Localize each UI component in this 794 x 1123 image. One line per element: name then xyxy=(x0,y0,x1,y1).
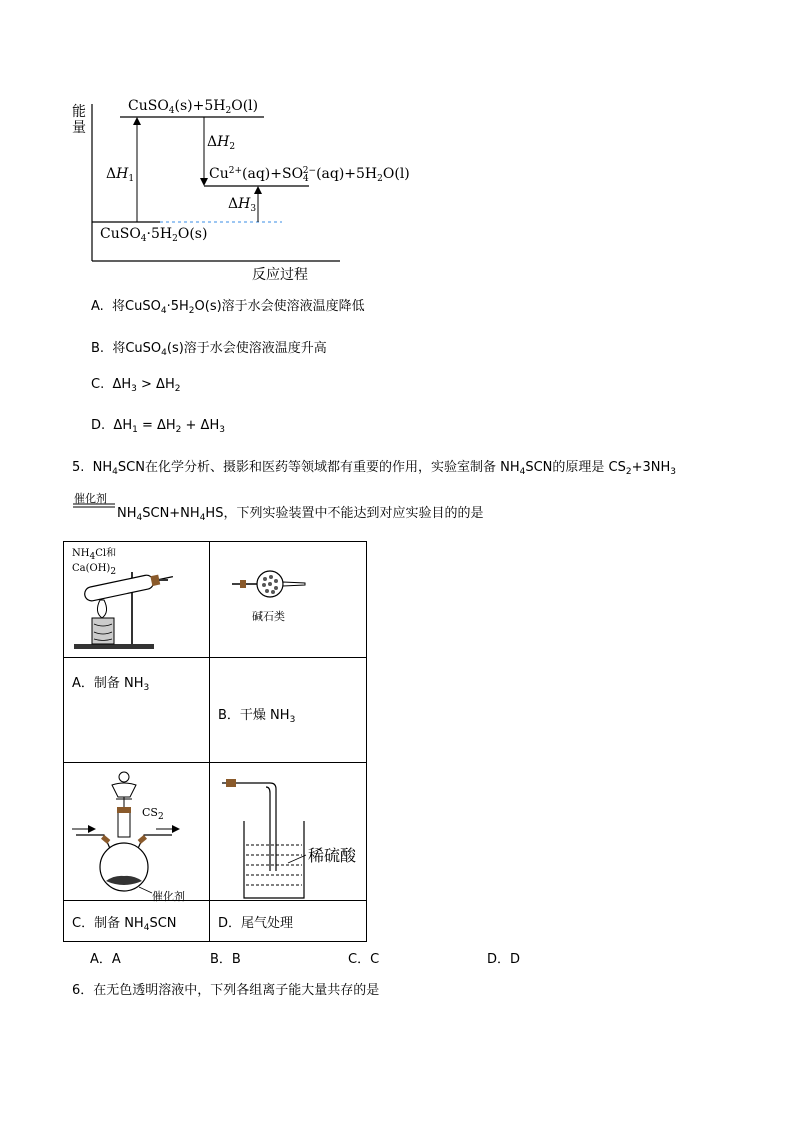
q4-option-a: A. 将$CuSO_4\cdot 5H_2O(s)$溶于水会使溶液温度降低 xyxy=(91,299,365,316)
tail-gas-apparatus xyxy=(210,763,366,900)
q6-stem: 6．在无色透明溶液中，下列各组离子能大量共存的是 xyxy=(72,983,380,998)
cell-c-caption xyxy=(64,901,210,942)
dh2-label: $\Delta H_2$ xyxy=(207,134,236,152)
level-middle-label: $Cu^{2+}(aq)+SO_4^{2-}(aq)+5H_2O(l)$ xyxy=(209,166,410,184)
q5-line2: $NH_4SCN+NH_4HS$，下列实验装置中不能达到对应实验目的的是 xyxy=(117,506,484,523)
cell-c-image xyxy=(64,763,210,901)
level-top-label: $CuSO_4(s)+5H_2O(l)$ xyxy=(128,98,259,116)
ammonia-generator-apparatus xyxy=(64,542,209,657)
cell-b-image xyxy=(210,542,367,658)
answer-a: A．A xyxy=(90,952,121,967)
answer-b: B．B xyxy=(210,952,241,967)
x-axis-label: 反应过程 xyxy=(252,267,308,283)
answer-c: C．C xyxy=(348,952,380,967)
dh3-label: $\Delta H_3$ xyxy=(228,196,257,214)
d-reagent-label: 稀硫酸 xyxy=(308,846,357,865)
cell-d-image xyxy=(210,763,367,901)
b-reagent-label: 碱石类 xyxy=(252,610,285,623)
apparatus-table xyxy=(63,541,367,942)
q4-option-c: C. $\Delta H_3 > \Delta H_2$ xyxy=(91,377,181,394)
y-axis-label: 能量 xyxy=(72,104,86,136)
a-reagent-label: $NH_4Cl$和 $Ca(OH)_2$ xyxy=(72,548,117,577)
cell-b-caption xyxy=(210,658,367,763)
catalyst-label: 催化剂 xyxy=(74,492,107,505)
caption-a: A．制备 $NH_3$ xyxy=(72,676,150,693)
q4-option-b: B. 将CuSO$_4$(s)溶于水会使溶液温度升高 xyxy=(91,341,327,358)
cell-d-caption xyxy=(210,901,367,942)
cell-a-caption xyxy=(64,658,210,763)
q4-option-d: D. $\Delta H_1 = \Delta H_2 + \Delta H_3$ xyxy=(91,418,225,435)
reaction-flask-apparatus xyxy=(64,763,209,900)
c-reagent-bottom-label: 催化剂 xyxy=(152,890,185,903)
answer-d: D．D xyxy=(487,952,521,967)
caption-d: D．尾气处理 xyxy=(218,916,294,931)
caption-c: C．制备 $NH_4SCN$ xyxy=(72,916,177,933)
q5-line1: 5. $NH_4SCN$在化学分析、摄影和医药等领域都有重要的作用，实验室制备 $NH_4SCN$的原理是 $CS_2+3NH_3$ xyxy=(72,460,676,477)
dh1-label: $\Delta H_1$ xyxy=(106,166,135,184)
c-reagent-top-label: $CS_2$ xyxy=(142,806,164,822)
drying-tube-apparatus xyxy=(210,542,366,657)
cell-a-image xyxy=(64,542,210,658)
level-bottom-label: $CuSO_4\cdot 5H_2O(s)$ xyxy=(100,226,208,244)
reversible-arrow xyxy=(73,502,117,510)
caption-b: B．干燥 $NH_3$ xyxy=(218,708,296,725)
